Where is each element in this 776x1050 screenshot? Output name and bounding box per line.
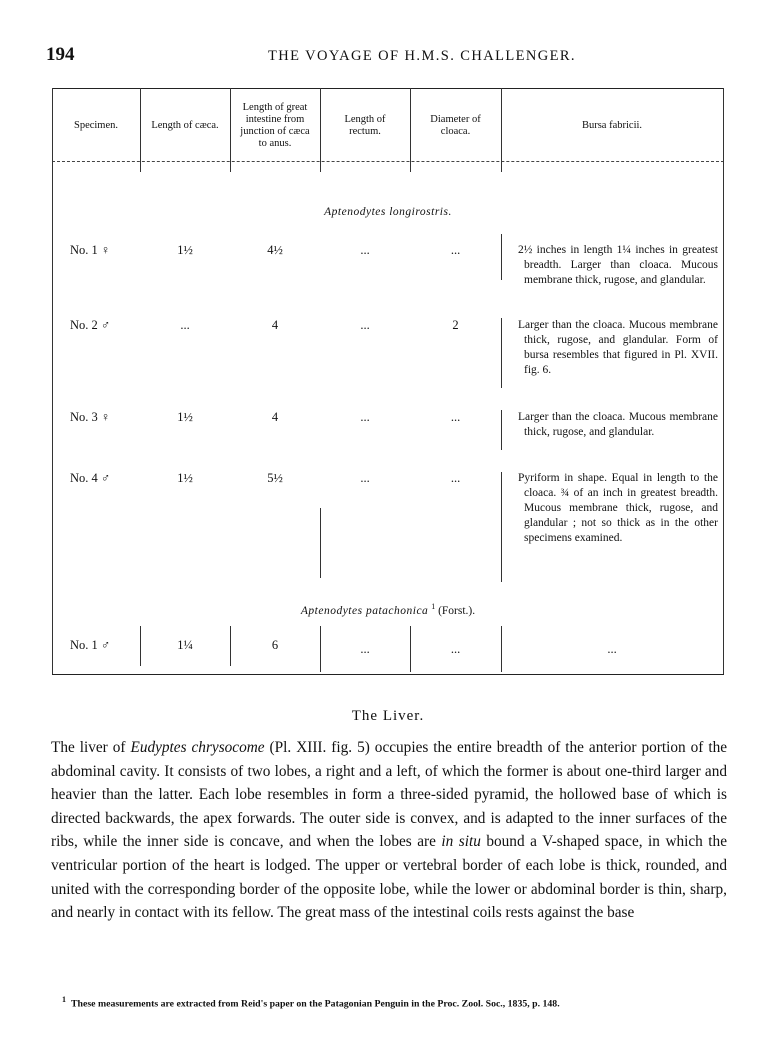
emphasis: in situ [441, 833, 481, 851]
header-cloaca: Diameter of cloaca. [430, 114, 481, 137]
intestine-cell: 5½ [267, 471, 283, 485]
header-caeca: Length of cæca. [151, 120, 219, 131]
specimen-cell: No. 2 ♂ [70, 318, 111, 332]
intestine-cell: 4½ [267, 243, 283, 257]
page-number: 194 [46, 44, 75, 65]
footnote-text: These measurements are extracted from Reid's paper on the Patagonian Penguin in the Proc. Zool. Soc., 1835, p. 148. [71, 998, 560, 1010]
specimen-cell: No. 1 ♀ [70, 243, 111, 257]
column-divider [320, 508, 321, 578]
footnote-ref: 1 [431, 602, 436, 611]
cloaca-cell: ... [450, 642, 461, 656]
caeca-cell: 1½ [177, 243, 193, 257]
species-authority: (Forst.). [438, 604, 476, 617]
column-divider [501, 234, 502, 280]
bursa-cell: 2½ inches in length 1¼ inches in greatest breadth. Larger than cloaca. Mucous membrane thick, rugose, and glandular. [518, 244, 718, 286]
species-heading [52, 602, 724, 617]
table-header-rule [52, 161, 724, 162]
table-bottom-rule [52, 674, 724, 675]
table-top-rule [52, 88, 724, 89]
body-paragraph: The liver of Eudyptes chrysocome (Pl. XIII. fig. 5) occupies the entire breadth of the anterior portion of the abdominal cavity. It consists of two lobes, a right and a left, of which the former is about one-third larger and heavier than the latter. Each lobe resembles in form a three-sided pyramid, the hollowed base of which is directed backwards, the apex forwards. The outer side is convex, and is adapted to the inner surfaces of the ribs, while the inner side is concave, and when the lobes are in situ bound a V-shaped space, in which the ventricular portion of the heart is lodged. The upper or vertebral border of each lobe is thick, rounded, and united with the corresponding border of the opposite lobe, while the lower or abdominal border is thin, sharp, and nearly in contact with its fellow. The great mass of the intestinal coils rests against the base [51, 739, 728, 922]
column-divider [501, 318, 502, 388]
intestine-cell: 4 [271, 318, 279, 332]
specimen-cell: No. 3 ♀ [70, 410, 111, 424]
cloaca-cell: ... [450, 471, 461, 485]
species-name: Aptenodytes patachonica [300, 604, 429, 617]
cloaca-cell: ... [450, 243, 461, 257]
bursa-cell: Larger than the cloaca. Mucous membrane thick, rugose, and glandular. [518, 411, 718, 438]
caeca-cell: ... [180, 318, 190, 332]
bursa-cell: Larger than the cloaca. Mucous membrane thick, rugose, and glandular. Form of bursa resembles that figured in Pl. XVII. fig. 6. [518, 319, 718, 376]
species-heading [52, 206, 724, 218]
footnote-mark: 1 [62, 995, 66, 1004]
intestine-cell: 4 [271, 410, 279, 424]
cloaca-cell: ... [450, 410, 461, 424]
cloaca-cell: 2 [452, 318, 459, 332]
measurements-table [52, 88, 724, 676]
column-divider [501, 410, 502, 450]
header-bursa: Bursa fabricii. [581, 120, 643, 131]
header-specimen: Specimen. [73, 120, 119, 131]
page-header [40, 44, 740, 70]
header-intestine: Length of great intestine from junction of cæca to anus. [240, 102, 310, 149]
species-name: Eudyptes chrysocome [130, 739, 265, 756]
footnote [62, 995, 732, 1009]
specimen-cell: No. 1 ♂ [70, 638, 111, 652]
rectum-cell: ... [360, 642, 370, 656]
bursa-cell: Pyriform in shape. Equal in length to the cloaca. ¾ of an inch in greatest breadth. Mucous membrane thick, rugose, and glandular ; not so thick as in the other specimens examined. [518, 472, 718, 544]
column-divider [501, 472, 502, 582]
column-divider [723, 88, 724, 674]
intestine-cell: 6 [271, 638, 279, 652]
running-title: THE VOYAGE OF H.M.S. CHALLENGER. [268, 48, 576, 64]
rectum-cell: ... [360, 410, 370, 424]
rectum-cell: ... [360, 318, 370, 332]
caeca-cell: 1½ [177, 471, 193, 485]
rectum-cell: ... [360, 471, 370, 485]
header-rectum: Length of rectum. [344, 114, 386, 137]
specimen-cell: No. 4 ♂ [70, 471, 111, 485]
column-divider [52, 88, 53, 674]
bursa-cell: ... [607, 642, 617, 656]
species-name: Aptenodytes longirostris. [324, 206, 452, 218]
caeca-cell: 1½ [177, 410, 193, 424]
caeca-cell: 1¼ [177, 638, 193, 652]
section-title: The Liver. [351, 708, 425, 724]
rectum-cell: ... [360, 243, 370, 257]
